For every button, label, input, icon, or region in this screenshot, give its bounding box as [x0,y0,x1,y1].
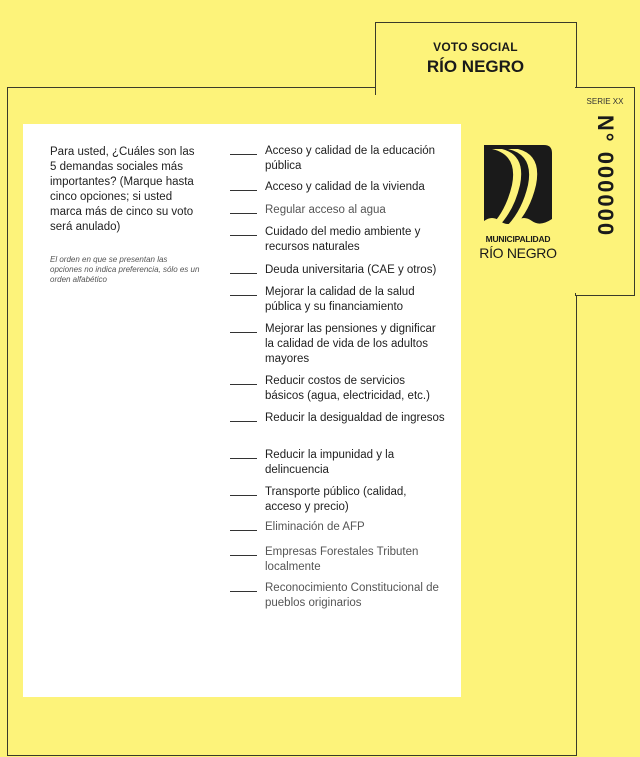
mark-line[interactable] [230,235,257,236]
mark-line[interactable] [230,421,257,422]
mark-line[interactable] [230,295,257,296]
mark-line[interactable] [230,273,257,274]
option-label: Deuda universitaria (CAE y otros) [265,264,437,276]
option-label: Acceso y calidad de la educación pública [265,145,436,172]
mark-line[interactable] [230,154,257,155]
mark-line[interactable] [230,458,257,459]
mark-line[interactable] [230,555,257,556]
header-subtitle: RÍO NEGRO [426,57,525,76]
option-label: Regular acceso al agua [265,204,386,216]
mark-line[interactable] [230,530,257,531]
question-text: Para usted, ¿Cuáles son las 5 demandas sociales más importantes? (Marque hasta cinco opciones; si usted marca más de cinco su voto será anulado) [50,146,195,233]
logo-label: MUNICIPALIDAD [485,234,551,244]
serie-label: SERIE XX [586,97,624,106]
order-note: El orden en que se presentan las opciones no indica preferencia, sólo es un orden alfabético [50,255,200,284]
option-label: Acceso y calidad de la vivienda [265,181,425,193]
mark-line[interactable] [230,213,257,214]
option-label: Empresas Forestales Tributen localmente [265,546,419,573]
option-label: Reducir la impunidad y la delincuencia [265,449,395,476]
option-label: Transporte público (calidad, acceso y precio) [265,486,407,513]
option-label: Mejorar la calidad de la salud pública y su financiamiento [265,286,415,313]
mark-line[interactable] [230,384,257,385]
ballot-paper [23,124,461,697]
option-label: Cuidado del medio ambiente y recursos naturales [265,226,421,253]
folio-number: N° 000000 [593,114,618,238]
option-label: Eliminación de AFP [265,521,365,533]
serie-tab-join [574,88,578,293]
mark-line[interactable] [230,591,257,592]
option-label: Reducir costos de servicios básicos (agua, electricidad, etc.) [265,375,430,402]
mark-line[interactable] [230,495,257,496]
option-label: Reconocimiento Constitucional de pueblos originarios [265,582,439,609]
logo-name: RÍO NEGRO [479,245,557,261]
mark-line[interactable] [230,190,257,191]
option-label: Reducir la desigualdad de ingresos [265,412,445,424]
mark-line[interactable] [230,332,257,333]
header-title: VOTO SOCIAL [433,40,518,54]
header-tab-join [376,86,574,92]
option-label: Mejorar las pensiones y dignificar la calidad de vida de los adultos mayores [265,323,436,365]
